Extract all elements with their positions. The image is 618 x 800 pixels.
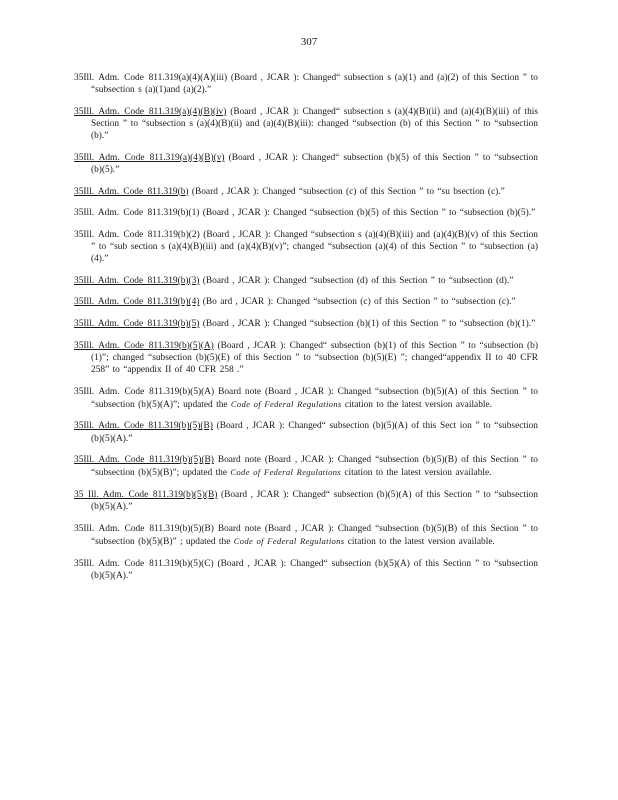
amendment-text: Board note (Board , JCAR ): Changed “subsection (b)(5)(B) of this Section ” to “subsection (b)(5)(B)” ; updated the: [91, 523, 538, 547]
amendment-text: (Board , JCAR ): Changed “subsection (c) of this Section ” to “su bsection (c).”: [188, 186, 505, 197]
page-number: 307: [300, 36, 318, 48]
amendment-entry: [74, 186, 538, 198]
code-citation: 35Ill. Adm. Code 811.319(b)(3): [74, 275, 200, 286]
amendment-entry: [74, 296, 538, 308]
amendment-entry: [74, 420, 538, 444]
amendment-text: (Bo ard , JCAR ): Changed “subsection (c) of this Section ” to “subsection (c).”: [199, 297, 516, 308]
amendment-text-tail: citation to the latest version available.: [341, 399, 493, 410]
amendment-entry: [74, 152, 538, 176]
amendment-entry: [74, 229, 538, 266]
code-citation: 35Ill. Adm. Code 811.319(a)(4)(B)(v): [74, 152, 225, 163]
amendment-entry: [74, 489, 538, 513]
amendment-text-tail: citation to the latest version available.: [341, 468, 492, 479]
amendment-text: Board note (Board , JCAR ): Changed “subsection (b)(5)(A) of this Section ” to “subsection (b)(5)(A)”; updated the: [91, 386, 538, 410]
code-citation: 35Ill. Adm. Code 811.319(a)(4)(B)(iv): [74, 106, 227, 117]
code-citation: 35Ill. Adm. Code 811.319(b)(5)(B): [74, 523, 214, 534]
amendment-text: (Board , JCAR ): Changed“ subsection (b)(1) of this Section ” to “subsection (b)(1)”; changed “subsection (b)(5)(E) of this Section ” to “subsection (b)(5)(E) ”; changed“appendix II to 40 CFR 258” to “appendix II of 40 CFR 258 .”: [91, 340, 538, 375]
amendment-entry: [74, 386, 538, 411]
amendment-text: (Board , JCAR ): Changed“ subsection (b)(5)(A) of this Sect ion ” to “subsection (b)(5)(A).”: [91, 421, 538, 444]
code-citation: 35Ill. Adm. Code 811.319(b)(5)(A): [74, 340, 214, 351]
code-citation: 35Ill. Adm. Code 811.319(b)(5)(C): [74, 558, 214, 569]
amendment-entry: [74, 558, 538, 582]
amendment-entry: [74, 207, 538, 219]
amendment-entry: [74, 340, 538, 377]
cfr-title: Code of Federal Regulations: [230, 467, 342, 478]
code-citation: 35Ill. Adm. Code 811.319(a)(4)(A)(iii): [74, 73, 228, 83]
cfr-title: Code of Federal Regulations: [230, 398, 342, 409]
amendment-text: (Board , JCAR ): Changed “subsection (b)(1) of this Section ” to “subsection (b)(1).”: [199, 318, 536, 329]
amendment-entry: [74, 318, 538, 330]
code-citation: 35Ill. Adm. Code 811.319(b)(2): [74, 229, 200, 240]
amendment-text: (Board , JCAR ): Changed “subsection s (a)(4)(B)(iii) and (a)(4)(B)(v) of this Section ” to “sub section s (a)(4)(B)(iii) and (a)(4)(B)(v)”; changed “subsection (a)(4) of this Section ” to “subsection (a)(4).”: [91, 229, 538, 265]
amendment-entry: [74, 523, 538, 548]
code-citation: 35Ill. Adm. Code 811.319(b)(5)(A): [74, 386, 215, 397]
amendment-entry: [74, 454, 538, 479]
cfr-title: Code of Federal Regulations: [233, 535, 345, 546]
amendment-text: (Board , JCAR ): Changed“ subsection (b)(5) of this Section ” to “subsection (b)(5).”: [91, 152, 538, 175]
amendment-list: [74, 72, 538, 591]
code-citation: 35Ill. Adm. Code 811.319(b)(5): [74, 318, 200, 329]
code-citation: 35 Ill. Adm. Code 811.319(b)(5)(B): [74, 489, 218, 500]
amendment-text: (Board , JCAR ): Changed “subsection (b)(5) of this Section ” to “subsection (b)(5).”: [199, 208, 536, 219]
amendment-text: (Board , JCAR ): Changed“ subsection (b)(5)(A) of this Section ” to “subsection (b)(5)(A).”: [91, 489, 538, 513]
amendment-entry: [74, 106, 538, 143]
amendment-text: (Board , JCAR ): Changed“ subsection s (a)(1) and (a)(2) of this Section ” to “subsection s (a)(1)and (a)(2).”: [91, 73, 538, 96]
amendment-entry: [74, 72, 538, 96]
amendment-text: (Board , JCAR ): Changed “subsection (d) of this Section ” to “subsection (d).”: [199, 275, 514, 286]
code-citation: 35Ill. Adm. Code 811.319(b)(4): [74, 297, 200, 308]
code-citation: 35Ill. Adm. Code 811.319(b)(5)(B): [74, 455, 214, 466]
amendment-text: (Board , JCAR ): Changed“ subsection (b)(5)(A) of this Section ” to “subsection (b)(5)(A).”: [91, 558, 538, 581]
amendment-text: (Board , JCAR ): Changed“ subsection s (a)(4)(B)(ii) and (a)(4)(B)(iii) of this Section ” to “subsection s (a)(4)(B)(ii) and (a)(4)(B)(iii): changed “subsection (b) of this Section ” to “subsection (b).”: [91, 106, 539, 142]
amendment-text-tail: citation to the latest version available.: [344, 536, 495, 547]
amendment-text: Board note (Board , JCAR ): Changed “subsection (b)(5)(B) of this Section ” to “subsection (b)(5)(B)”; updated the: [91, 455, 538, 479]
amendment-entry: [74, 275, 538, 287]
code-citation: 35Ill. Adm. Code 811.319(b)(1): [74, 208, 200, 219]
code-citation: 35Ill. Adm. Code 811.319(b)(5)(B): [74, 421, 213, 432]
code-citation: 35Ill. Adm. Code 811.319(b): [74, 186, 189, 197]
